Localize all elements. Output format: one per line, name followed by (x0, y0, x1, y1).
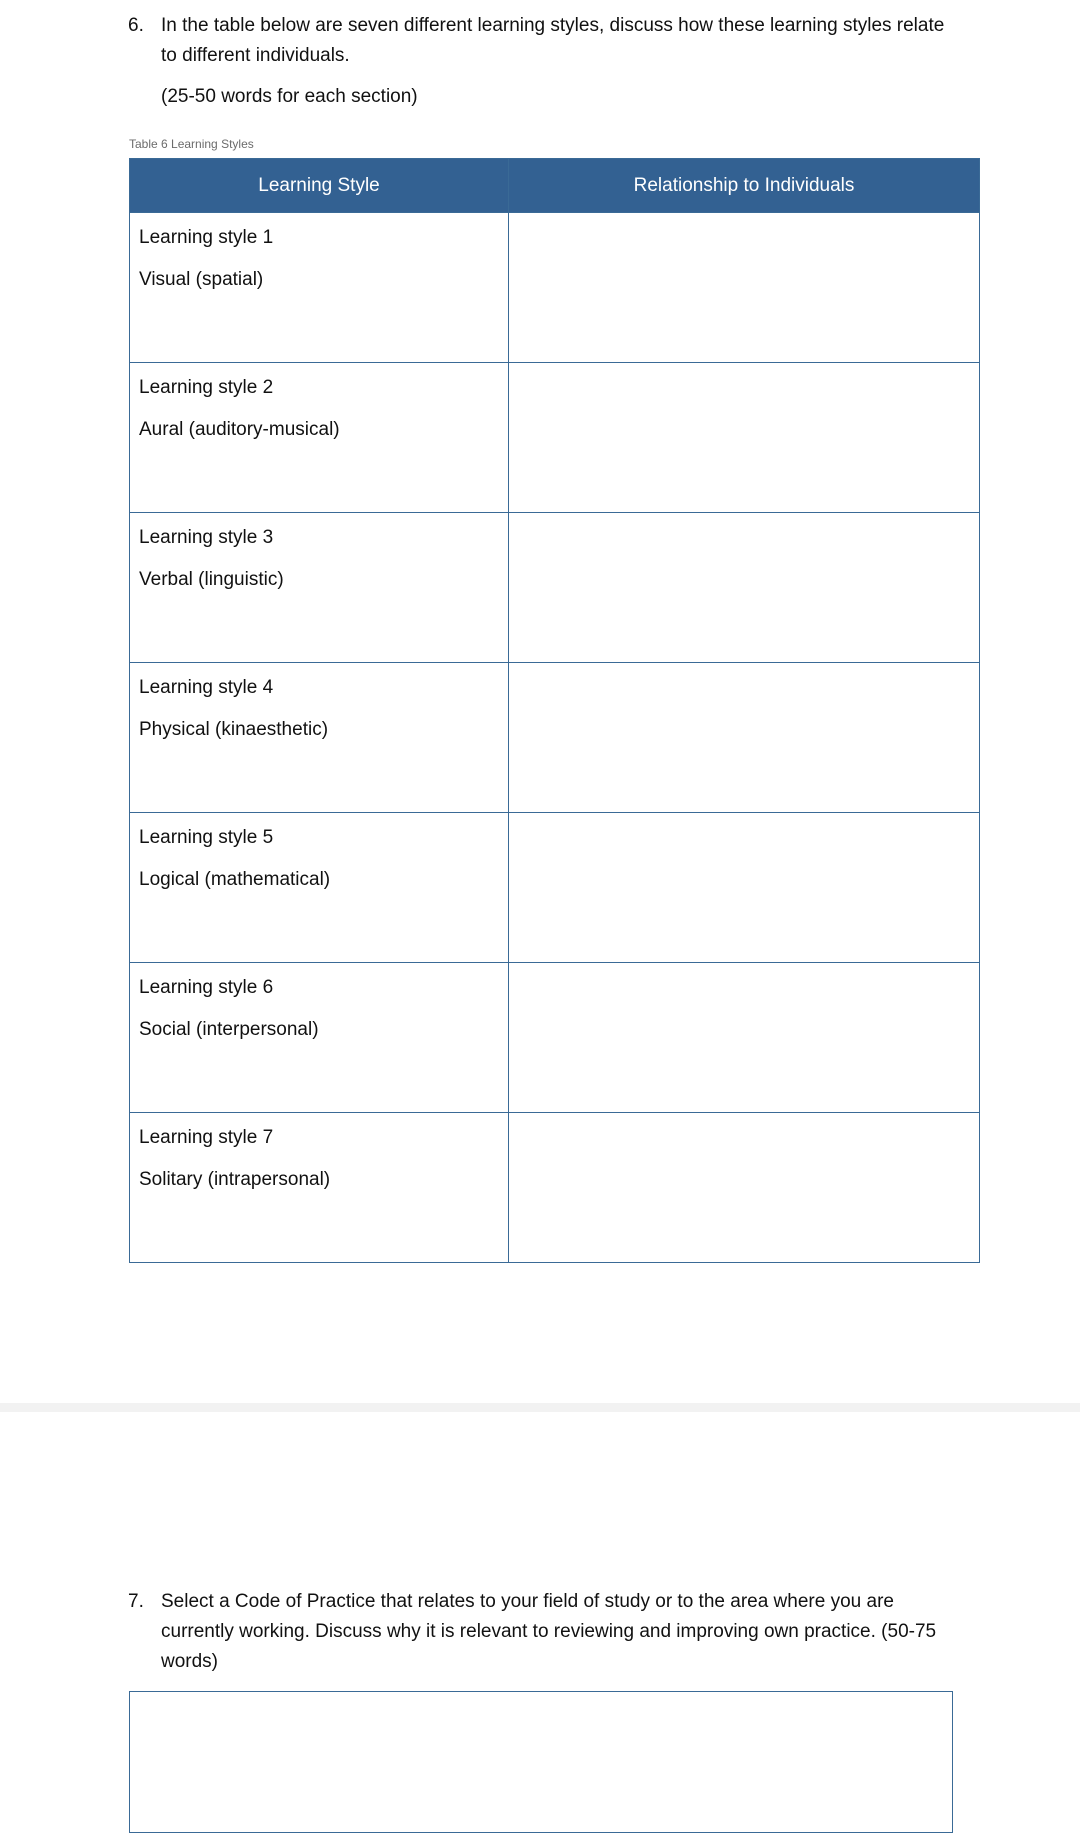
table-header-row (130, 159, 980, 213)
learning-style-number: Learning style 7 (139, 1127, 274, 1148)
learning-style-cell (130, 1113, 509, 1263)
learning-style-cell (130, 963, 509, 1113)
question-6-number: 6. (128, 15, 144, 36)
table-caption: Table 6 Learning Styles (129, 137, 254, 151)
learning-style-number: Learning style 4 (139, 677, 274, 698)
learning-style-name: Logical (mathematical) (139, 869, 331, 890)
learning-style-name: Solitary (intrapersonal) (139, 1169, 331, 1190)
relationship-response-cell[interactable] (509, 213, 980, 363)
learning-style-name: Social (interpersonal) (139, 1019, 319, 1040)
table-row (130, 513, 980, 663)
relationship-response-cell[interactable] (509, 513, 980, 663)
question-7-number: 7. (128, 1591, 144, 1612)
learning-style-cell (130, 363, 509, 513)
learning-style-number: Learning style 5 (139, 827, 274, 848)
learning-style-name: Verbal (linguistic) (139, 569, 284, 590)
page-separator (0, 1403, 1080, 1412)
table-row (130, 1113, 980, 1263)
relationship-response-cell[interactable] (509, 1113, 980, 1263)
learning-style-name: Physical (kinaesthetic) (139, 719, 329, 740)
learning-styles-table (129, 158, 980, 1263)
table-row (130, 963, 980, 1113)
learning-style-number: Learning style 6 (139, 977, 274, 998)
table-row (130, 663, 980, 813)
relationship-response-cell[interactable] (509, 813, 980, 963)
learning-style-cell (130, 663, 509, 813)
header-relationship-to-individuals: Relationship to Individuals (509, 159, 980, 213)
question-7-text: Select a Code of Practice that relates to your field of study or to the area where you are currently working. Discuss why it is relevant to reviewing and improving own practice. (50-75 words) (161, 1591, 937, 1672)
learning-style-cell (130, 213, 509, 363)
learning-style-number: Learning style 2 (139, 377, 274, 398)
relationship-response-cell[interactable] (509, 363, 980, 513)
question-6 (128, 11, 958, 81)
learning-style-number: Learning style 3 (139, 527, 274, 548)
learning-style-cell (130, 513, 509, 663)
question-6-word-count-note: (25-50 words for each section) (161, 86, 418, 107)
learning-style-number: Learning style 1 (139, 227, 274, 248)
learning-style-cell (130, 813, 509, 963)
table-row (130, 213, 980, 363)
question-6-text: In the table below are seven different learning styles, discuss how these learning styles relate to different individuals. (161, 15, 945, 66)
relationship-response-cell[interactable] (509, 963, 980, 1113)
learning-style-name: Visual (spatial) (139, 269, 264, 290)
table-row (130, 363, 980, 513)
header-learning-style: Learning Style (130, 159, 509, 213)
learning-style-name: Aural (auditory-musical) (139, 419, 340, 440)
question-7 (128, 1587, 958, 1683)
question-7-answer-box[interactable] (129, 1691, 953, 1833)
relationship-response-cell[interactable] (509, 663, 980, 813)
table-row (130, 813, 980, 963)
